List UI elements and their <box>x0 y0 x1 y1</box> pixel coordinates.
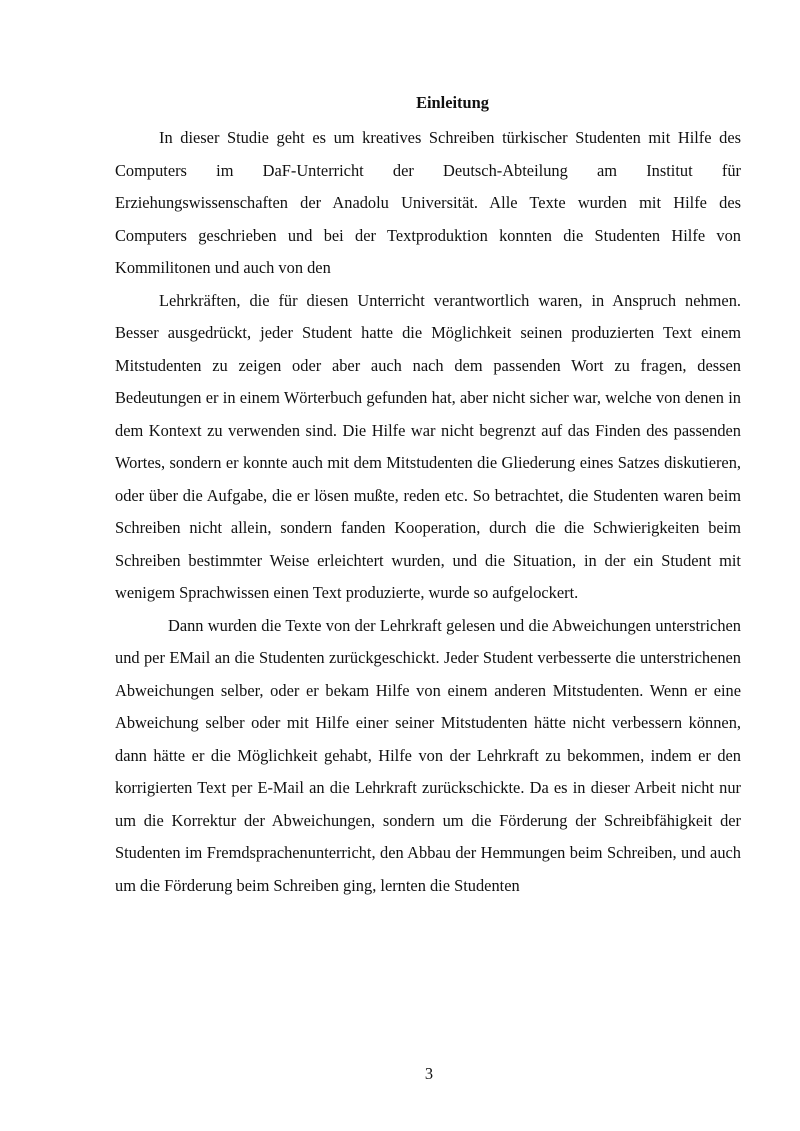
paragraph-3: Dann wurden die Texte von der Lehrkraft gelesen und die Abweichungen unterstrichen und per EMail an die Studenten zurückgeschickt. Jeder Student verbesserte die unterstrichenen Abweichungen selber, oder er bekam Hilfe von einem anderen Mitstudenten. Wenn er eine Abweichung selber oder mit Hilfe einer seiner Mitstudenten hätte nicht verbessern können, dann hätte er die Möglichkeit gehabt, Hilfe von der Lehrkraft zu bekommen, indem er den korrigierten Text per E-Mail an die Lehrkraft zurückschickte. Da es in dieser Arbeit nicht nur um die Korrektur der Abweichungen, sondern um die Förderung der Schreibfähigkeit der Studenten im Fremdsprachenunterricht, den Abbau der Hemmungen beim Schreiben, und auch um die Förderung beim Schreiben ging, lernten die Studenten <box>115 615 741 895</box>
body-text <box>115 122 741 902</box>
paragraph-2: Lehrkräften, die für diesen Unterricht verantwortlich waren, in Anspruch nehmen. Besser ausgedrückt, jeder Student hatte die Möglichkeit seinen produzierten Text einem Mitstudenten zu zeigen oder aber auch nach dem passenden Wort zu fragen, dessen Bedeutungen er in einem Wörterbuch gefunden hat, aber nicht sicher war, welche von denen in dem Kontext zu verwenden sind. Die Hilfe war nicht begrenzt auf das Finden des passenden Wortes, sondern er konnte auch mit dem Mitstudenten die Gliederung eines Satzes diskutieren, oder über die Aufgabe, die er lösen mußte, reden etc. So betrachtet, die Studenten waren beim Schreiben nicht allein, sondern fanden Kooperation, durch die die Schwierigkeiten beim Schreiben bestimmter Weise erleichtert wurden, und die Situation, in der ein Student mit wenigem Sprachwissen einen Text produzierte, wurde so aufgelockert. <box>115 290 741 602</box>
paragraph-1: In dieser Studie geht es um kreatives Schreiben türkischer Studenten mit Hilfe des Computers im DaF-Unterricht der Deutsch-Abteilung am Institut für Erziehungswissenschaften der Anadolu Universität. Alle Texte wurden mit Hilfe des Computers geschrieben und bei der Textproduktion konnten die Studenten Hilfe von Kommilitonen und auch von den <box>115 128 741 277</box>
section-heading: Einleitung <box>416 93 489 112</box>
page-number: 3 <box>424 1064 434 1083</box>
